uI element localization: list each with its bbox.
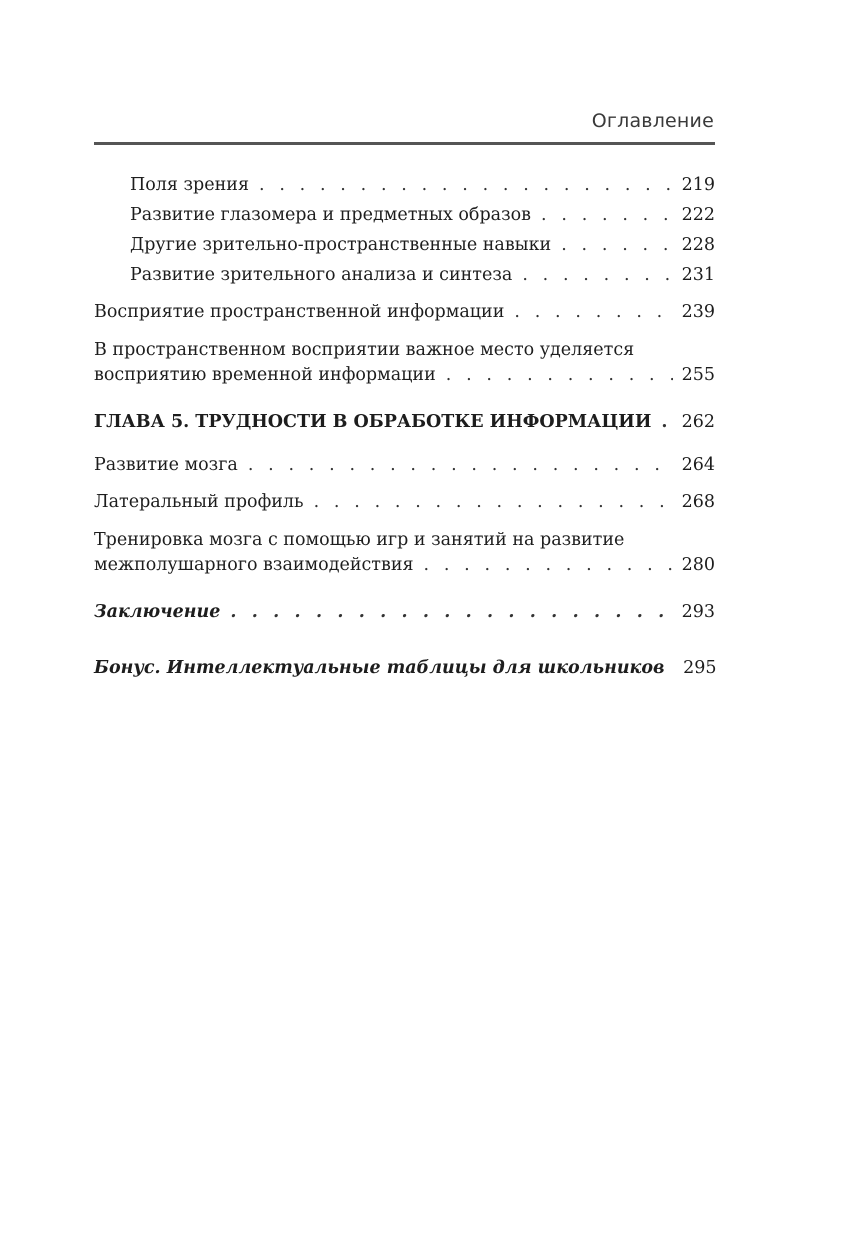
toc-entry[interactable] bbox=[94, 453, 715, 478]
dot-leader bbox=[541, 203, 673, 228]
toc-entry-title: Поля зрения bbox=[130, 175, 249, 195]
header-divider bbox=[94, 142, 715, 145]
toc-entry-title-line: В пространственном восприятии важное место уделяется bbox=[94, 340, 635, 360]
toc-entry-title: Развитие мозга bbox=[94, 455, 238, 475]
toc-entry-page: 239 bbox=[681, 302, 715, 322]
toc-entry-title: Другие зрительно-пространственные навыки bbox=[130, 235, 552, 255]
toc-entry[interactable] bbox=[94, 338, 715, 388]
toc-entry-page: 295 bbox=[683, 658, 717, 678]
toc-entry-title: межполушарного взаимодействия bbox=[94, 555, 414, 575]
dot-leader bbox=[259, 173, 673, 198]
toc-entry-title: Развитие глазомера и предметных образов bbox=[130, 205, 532, 225]
dot-leader bbox=[561, 233, 673, 258]
toc-entry-page: 219 bbox=[681, 175, 715, 195]
toc-entry-page: 268 bbox=[681, 492, 715, 512]
toc-entry[interactable] bbox=[94, 300, 715, 325]
toc-entry[interactable] bbox=[94, 490, 715, 515]
dot-leader bbox=[230, 600, 673, 625]
toc-entry-title: восприятию временной информации bbox=[94, 365, 436, 385]
toc-entry-page: 280 bbox=[681, 555, 715, 575]
dot-leader bbox=[314, 490, 673, 515]
toc-entry[interactable] bbox=[94, 203, 715, 228]
toc-entry[interactable] bbox=[94, 263, 715, 288]
page-header-title: Оглавление bbox=[591, 110, 714, 132]
toc-entry-page: 264 bbox=[681, 455, 715, 475]
toc-entry[interactable] bbox=[94, 528, 715, 578]
toc-entry-title-line: Тренировка мозга с помощью игр и занятий на развитие bbox=[94, 530, 625, 550]
toc-entry-page: 262 bbox=[681, 412, 715, 432]
dot-leader bbox=[424, 553, 673, 578]
toc-entry-title: Заключение bbox=[94, 602, 221, 622]
dot-leader bbox=[661, 410, 673, 435]
dot-leader bbox=[522, 263, 673, 288]
dot-leader bbox=[446, 363, 673, 388]
toc-entry-page: 293 bbox=[681, 602, 715, 622]
toc-entry-title: Бонус. Интеллектуальные таблицы для школьников bbox=[94, 658, 665, 678]
toc-entry-page: 231 bbox=[681, 265, 715, 285]
toc-entry-title: Восприятие пространственной информации bbox=[94, 302, 505, 322]
toc-chapter-title: ГЛАВА 5. ТРУДНОСТИ В ОБРАБОТКЕ ИНФОРМАЦИИ bbox=[94, 412, 652, 432]
toc-chapter-entry[interactable] bbox=[94, 410, 715, 435]
toc-entry[interactable] bbox=[94, 173, 715, 198]
dot-leader bbox=[514, 300, 673, 325]
toc-entry-page: 255 bbox=[681, 365, 715, 385]
toc-entry-title: Латеральный профиль bbox=[94, 492, 304, 512]
toc-entry-title: Развитие зрительного анализа и синтеза bbox=[130, 265, 513, 285]
dot-leader bbox=[248, 453, 673, 478]
toc-entry-page: 228 bbox=[681, 235, 715, 255]
toc-entry-bonus[interactable] bbox=[94, 656, 715, 681]
toc-entry-conclusion[interactable] bbox=[94, 600, 715, 625]
toc-entry-page: 222 bbox=[681, 205, 715, 225]
toc-entry[interactable] bbox=[94, 233, 715, 258]
